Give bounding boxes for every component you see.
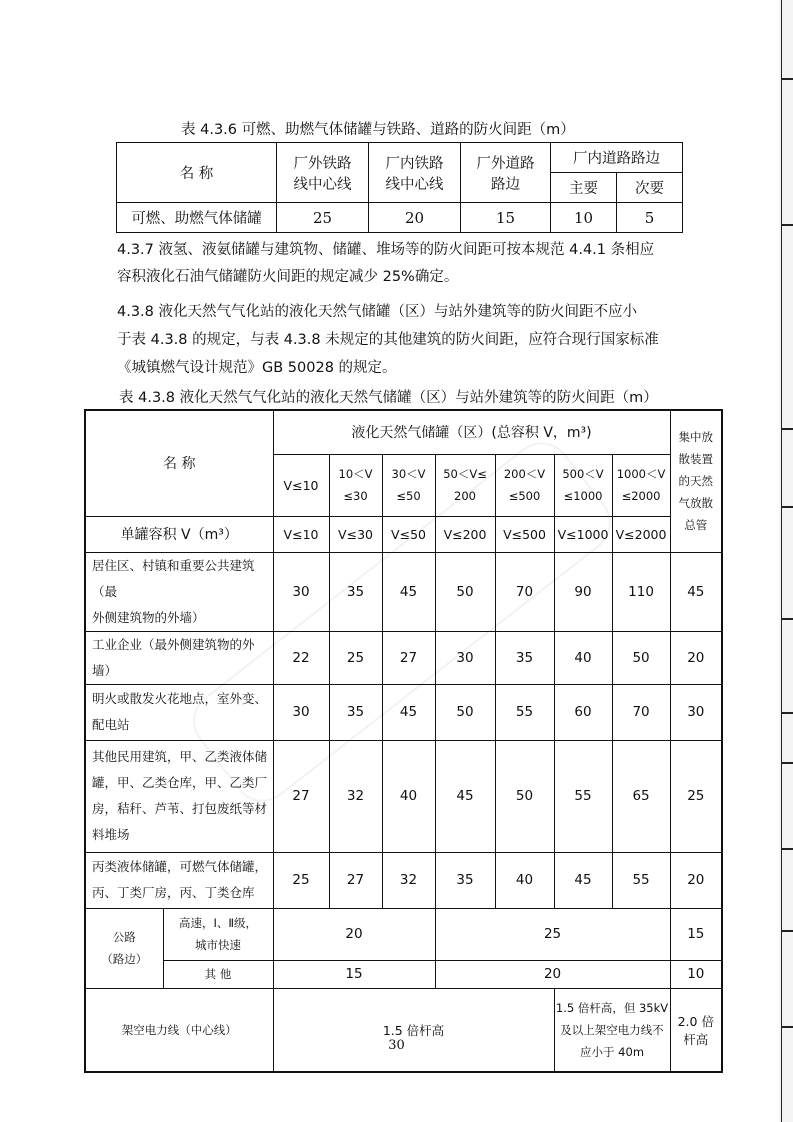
- para-4-3-7-line-2: 容积液化石油气储罐防火间距的规定减少 25%确定。: [117, 269, 459, 285]
- value-cell: 25: [277, 203, 369, 233]
- value-cell: 27: [382, 631, 435, 684]
- value-cell: 15: [461, 203, 551, 233]
- scan-edge: [779, 0, 793, 1122]
- road-label: 公路 （路边）: [85, 908, 163, 988]
- value-cell: 20: [435, 960, 670, 988]
- value-cell: 45: [382, 552, 435, 631]
- value-cell: 50: [435, 552, 495, 631]
- value-cell: 65: [612, 740, 670, 852]
- para-4-3-8-line-2: 于表 4.3.8 的规定，与表 4.3.8 未规定的其他建筑的防火间距，应符合现行国家标准: [117, 332, 659, 348]
- table-row: [85, 988, 722, 1072]
- single-tank-value: V≤2000: [612, 516, 670, 552]
- value-cell: 90: [554, 552, 612, 631]
- header-rail-in: 厂内铁路 线中心线: [369, 143, 461, 203]
- value-cell: 40: [495, 852, 554, 908]
- value-cell: 25: [329, 631, 382, 684]
- table-row: [85, 552, 722, 631]
- header-secondary: 次要: [617, 173, 683, 203]
- range-6: 500＜V ≤1000: [554, 454, 612, 516]
- para-4-3-8-line-1: 4.3.8 液化天然气气化站的液化天然气储罐（区）与站外建筑等的防火间距不应小: [117, 304, 638, 320]
- value-cell: 27: [329, 852, 382, 908]
- header-name: 名 称: [117, 143, 277, 203]
- value-cell: 10: [670, 960, 722, 988]
- value-cell: 22: [273, 631, 329, 684]
- value-cell: 15: [273, 960, 435, 988]
- value-cell: 1.5 倍杆高，但 35kV 及以上架空电力线不 应小于 40m: [554, 988, 670, 1072]
- value-cell: 35: [329, 552, 382, 631]
- value-cell: 50: [495, 740, 554, 852]
- page-number: 30: [388, 1038, 405, 1053]
- value-cell: 10: [551, 203, 617, 233]
- header-road-in: 厂内道路路边: [551, 143, 683, 173]
- power-line-label: 架空电力线（中心线）: [85, 988, 273, 1072]
- value-cell: 55: [495, 684, 554, 740]
- table-row: [85, 631, 722, 684]
- header-main: 主要: [551, 173, 617, 203]
- range-4: 50＜V≤ 200: [435, 454, 495, 516]
- single-tank-value: V≤200: [435, 516, 495, 552]
- value-cell: 50: [435, 684, 495, 740]
- value-cell: 40: [554, 631, 612, 684]
- value-cell: 2.0 倍 杆高: [670, 988, 722, 1072]
- value-cell: 70: [612, 684, 670, 740]
- value-cell: 20: [670, 631, 722, 684]
- value-cell: 30: [670, 684, 722, 740]
- header-vent: 集中放 散装置 的天然 气放散 总管: [670, 410, 722, 552]
- row-label: 工业企业（最外侧建筑物的外墙）: [85, 631, 273, 684]
- road-high-label: 高速，Ⅰ、Ⅱ级， 城市快速: [163, 908, 273, 960]
- range-3: 30＜V ≤50: [382, 454, 435, 516]
- value-cell: 35: [495, 631, 554, 684]
- row-label: 居住区、村镇和重要公共建筑（最 外侧建筑物的外墙）: [85, 552, 273, 631]
- range-7: 1000＜V ≤2000: [612, 454, 670, 516]
- row-label: 明火或散发火花地点，室外变、 配电站: [85, 684, 273, 740]
- value-cell: 110: [612, 552, 670, 631]
- table-4-3-8: [84, 409, 723, 1073]
- single-tank-value: V≤1000: [554, 516, 612, 552]
- value-cell: 60: [554, 684, 612, 740]
- value-cell: 15: [670, 908, 722, 960]
- value-cell: 45: [554, 852, 612, 908]
- single-tank-value: V≤10: [273, 516, 329, 552]
- value-cell: 32: [382, 852, 435, 908]
- range-5: 200＜V ≤500: [495, 454, 554, 516]
- value-cell: 40: [382, 740, 435, 852]
- table-row: [85, 684, 722, 740]
- value-cell: 45: [435, 740, 495, 852]
- single-tank-value: V≤50: [382, 516, 435, 552]
- value-cell: 35: [435, 852, 495, 908]
- value-cell: 30: [273, 552, 329, 631]
- value-cell: 25: [670, 740, 722, 852]
- value-cell: 20: [273, 908, 435, 960]
- value-cell: 30: [273, 684, 329, 740]
- single-tank-label: 单罐容积 V（m³）: [85, 516, 273, 552]
- table-row: [85, 960, 722, 988]
- value-cell: 45: [670, 552, 722, 631]
- value-cell: 5: [617, 203, 683, 233]
- value-cell: 55: [612, 852, 670, 908]
- row-label: 可燃、助燃气体储罐: [117, 203, 277, 233]
- para-4-3-8-line-3: 《城镇燃气设计规范》GB 50028 的规定。: [117, 360, 397, 376]
- table-row: [85, 908, 722, 960]
- range-1: V≤10: [273, 454, 329, 516]
- para-4-3-7-line-1: 4.3.7 液氢、液氨储罐与建筑物、储罐、堆场等的防火间距可按本规范 4.4.1 条相应: [117, 242, 655, 258]
- header-road-out: 厂外道路 路边: [461, 143, 551, 203]
- value-cell: 32: [329, 740, 382, 852]
- value-cell: 20: [369, 203, 461, 233]
- table-4-3-6: [116, 142, 683, 233]
- table-4-3-8-caption: 表 4.3.8 液化天然气气化站的液化天然气储罐（区）与站外建筑等的防火间距（m）: [119, 390, 658, 406]
- table-4-3-6-caption: 表 4.3.6 可燃、助燃气体储罐与铁路、道路的防火间距（m）: [181, 122, 575, 138]
- range-2: 10＜V ≤30: [329, 454, 382, 516]
- value-cell: 1.5 倍杆高: [273, 988, 554, 1072]
- single-tank-value: V≤500: [495, 516, 554, 552]
- value-cell: 70: [495, 552, 554, 631]
- value-cell: 25: [435, 908, 670, 960]
- value-cell: 35: [329, 684, 382, 740]
- header-tank-group: 液化天然气储罐（区）(总容积 V，m³): [273, 410, 670, 454]
- row-label: 丙类液体储罐，可燃气体储罐， 丙、丁类厂房，丙、丁类仓库: [85, 852, 273, 908]
- value-cell: 30: [435, 631, 495, 684]
- value-cell: 50: [612, 631, 670, 684]
- single-tank-value: V≤30: [329, 516, 382, 552]
- value-cell: 20: [670, 852, 722, 908]
- value-cell: 55: [554, 740, 612, 852]
- row-label: 其他民用建筑，甲、乙类液体储 罐，甲、乙类仓库，甲、乙类厂 房，秸秆、芦苇、打包废纸等材 料堆场: [85, 740, 273, 852]
- table-row: [85, 852, 722, 908]
- header-name: 名 称: [85, 410, 273, 516]
- value-cell: 45: [382, 684, 435, 740]
- value-cell: 25: [273, 852, 329, 908]
- table-row: [85, 740, 722, 852]
- road-other-label: 其 他: [163, 960, 273, 988]
- value-cell: 27: [273, 740, 329, 852]
- header-rail-out: 厂外铁路 线中心线: [277, 143, 369, 203]
